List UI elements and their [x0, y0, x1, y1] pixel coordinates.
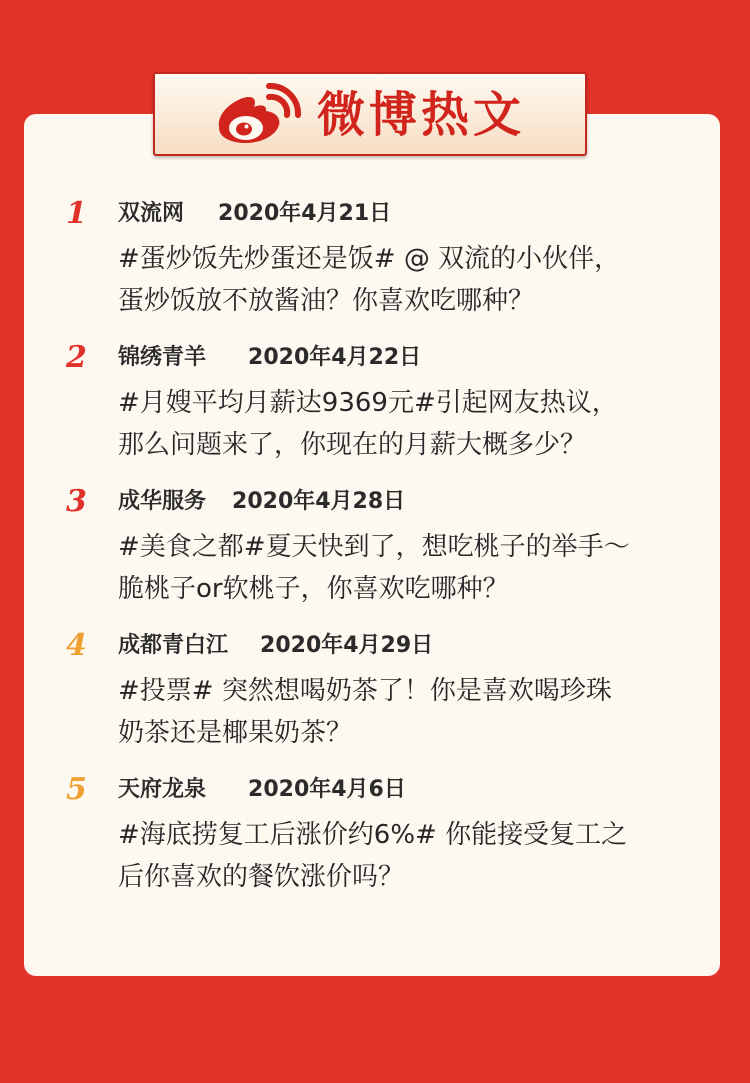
item-meta [118, 486, 405, 518]
weibo-logo-icon [213, 83, 301, 147]
post-date: 2020年4月22日 [248, 345, 422, 370]
rank-number: 4 [66, 628, 87, 663]
post-text-line: 脆桃子or软桃子，你喜欢吃哪种？ [118, 574, 509, 604]
post-text [118, 526, 708, 610]
rank-number: 2 [66, 340, 87, 375]
post-text-line: #月嫂平均月薪达9369元#引起网友热议， [118, 388, 618, 418]
post-text-line: #蛋炒饭先炒蛋还是饭# @ 双流的小伙伴， [118, 244, 621, 274]
post-date: 2020年4月28日 [232, 489, 406, 514]
post-text-line: 那么问题来了，你现在的月薪大概多少？ [118, 430, 587, 460]
post-date: 2020年4月29日 [260, 633, 434, 658]
rank-number: 1 [66, 196, 87, 231]
post-date: 2020年4月6日 [248, 777, 406, 802]
post-date: 2020年4月21日 [218, 201, 392, 226]
item-meta [118, 774, 406, 806]
post-text-line: 后你喜欢的餐饮涨价吗？ [118, 862, 405, 892]
post-text-line: #投票# 突然想喝奶茶了！你是喜欢喝珍珠 [118, 676, 612, 706]
post-text [118, 238, 708, 322]
source-name: 双流网 [118, 201, 185, 226]
page-title: 微博热文 [317, 87, 526, 143]
post-text-line: 蛋炒饭放不放酱油？你喜欢吃哪种？ [118, 286, 535, 316]
rank-number: 3 [66, 484, 87, 519]
post-text [118, 382, 708, 466]
post-text-line: 奶茶还是椰果奶茶？ [118, 718, 353, 748]
rank-number: 5 [66, 772, 87, 807]
post-text-line: #海底捞复工后涨价约6%# 你能接受复工之 [118, 820, 628, 850]
item-meta [118, 630, 433, 662]
source-name: 成华服务 [118, 489, 207, 514]
item-meta [118, 342, 421, 374]
source-name: 天府龙泉 [118, 777, 207, 802]
item-meta [118, 198, 391, 230]
title-banner [153, 72, 587, 156]
post-text-line: #美食之都#夏天快到了，想吃桃子的举手～ [118, 532, 630, 562]
post-text [118, 814, 708, 898]
source-name: 锦绣青羊 [118, 345, 207, 370]
source-name: 成都青白江 [118, 633, 229, 658]
post-text [118, 670, 708, 754]
